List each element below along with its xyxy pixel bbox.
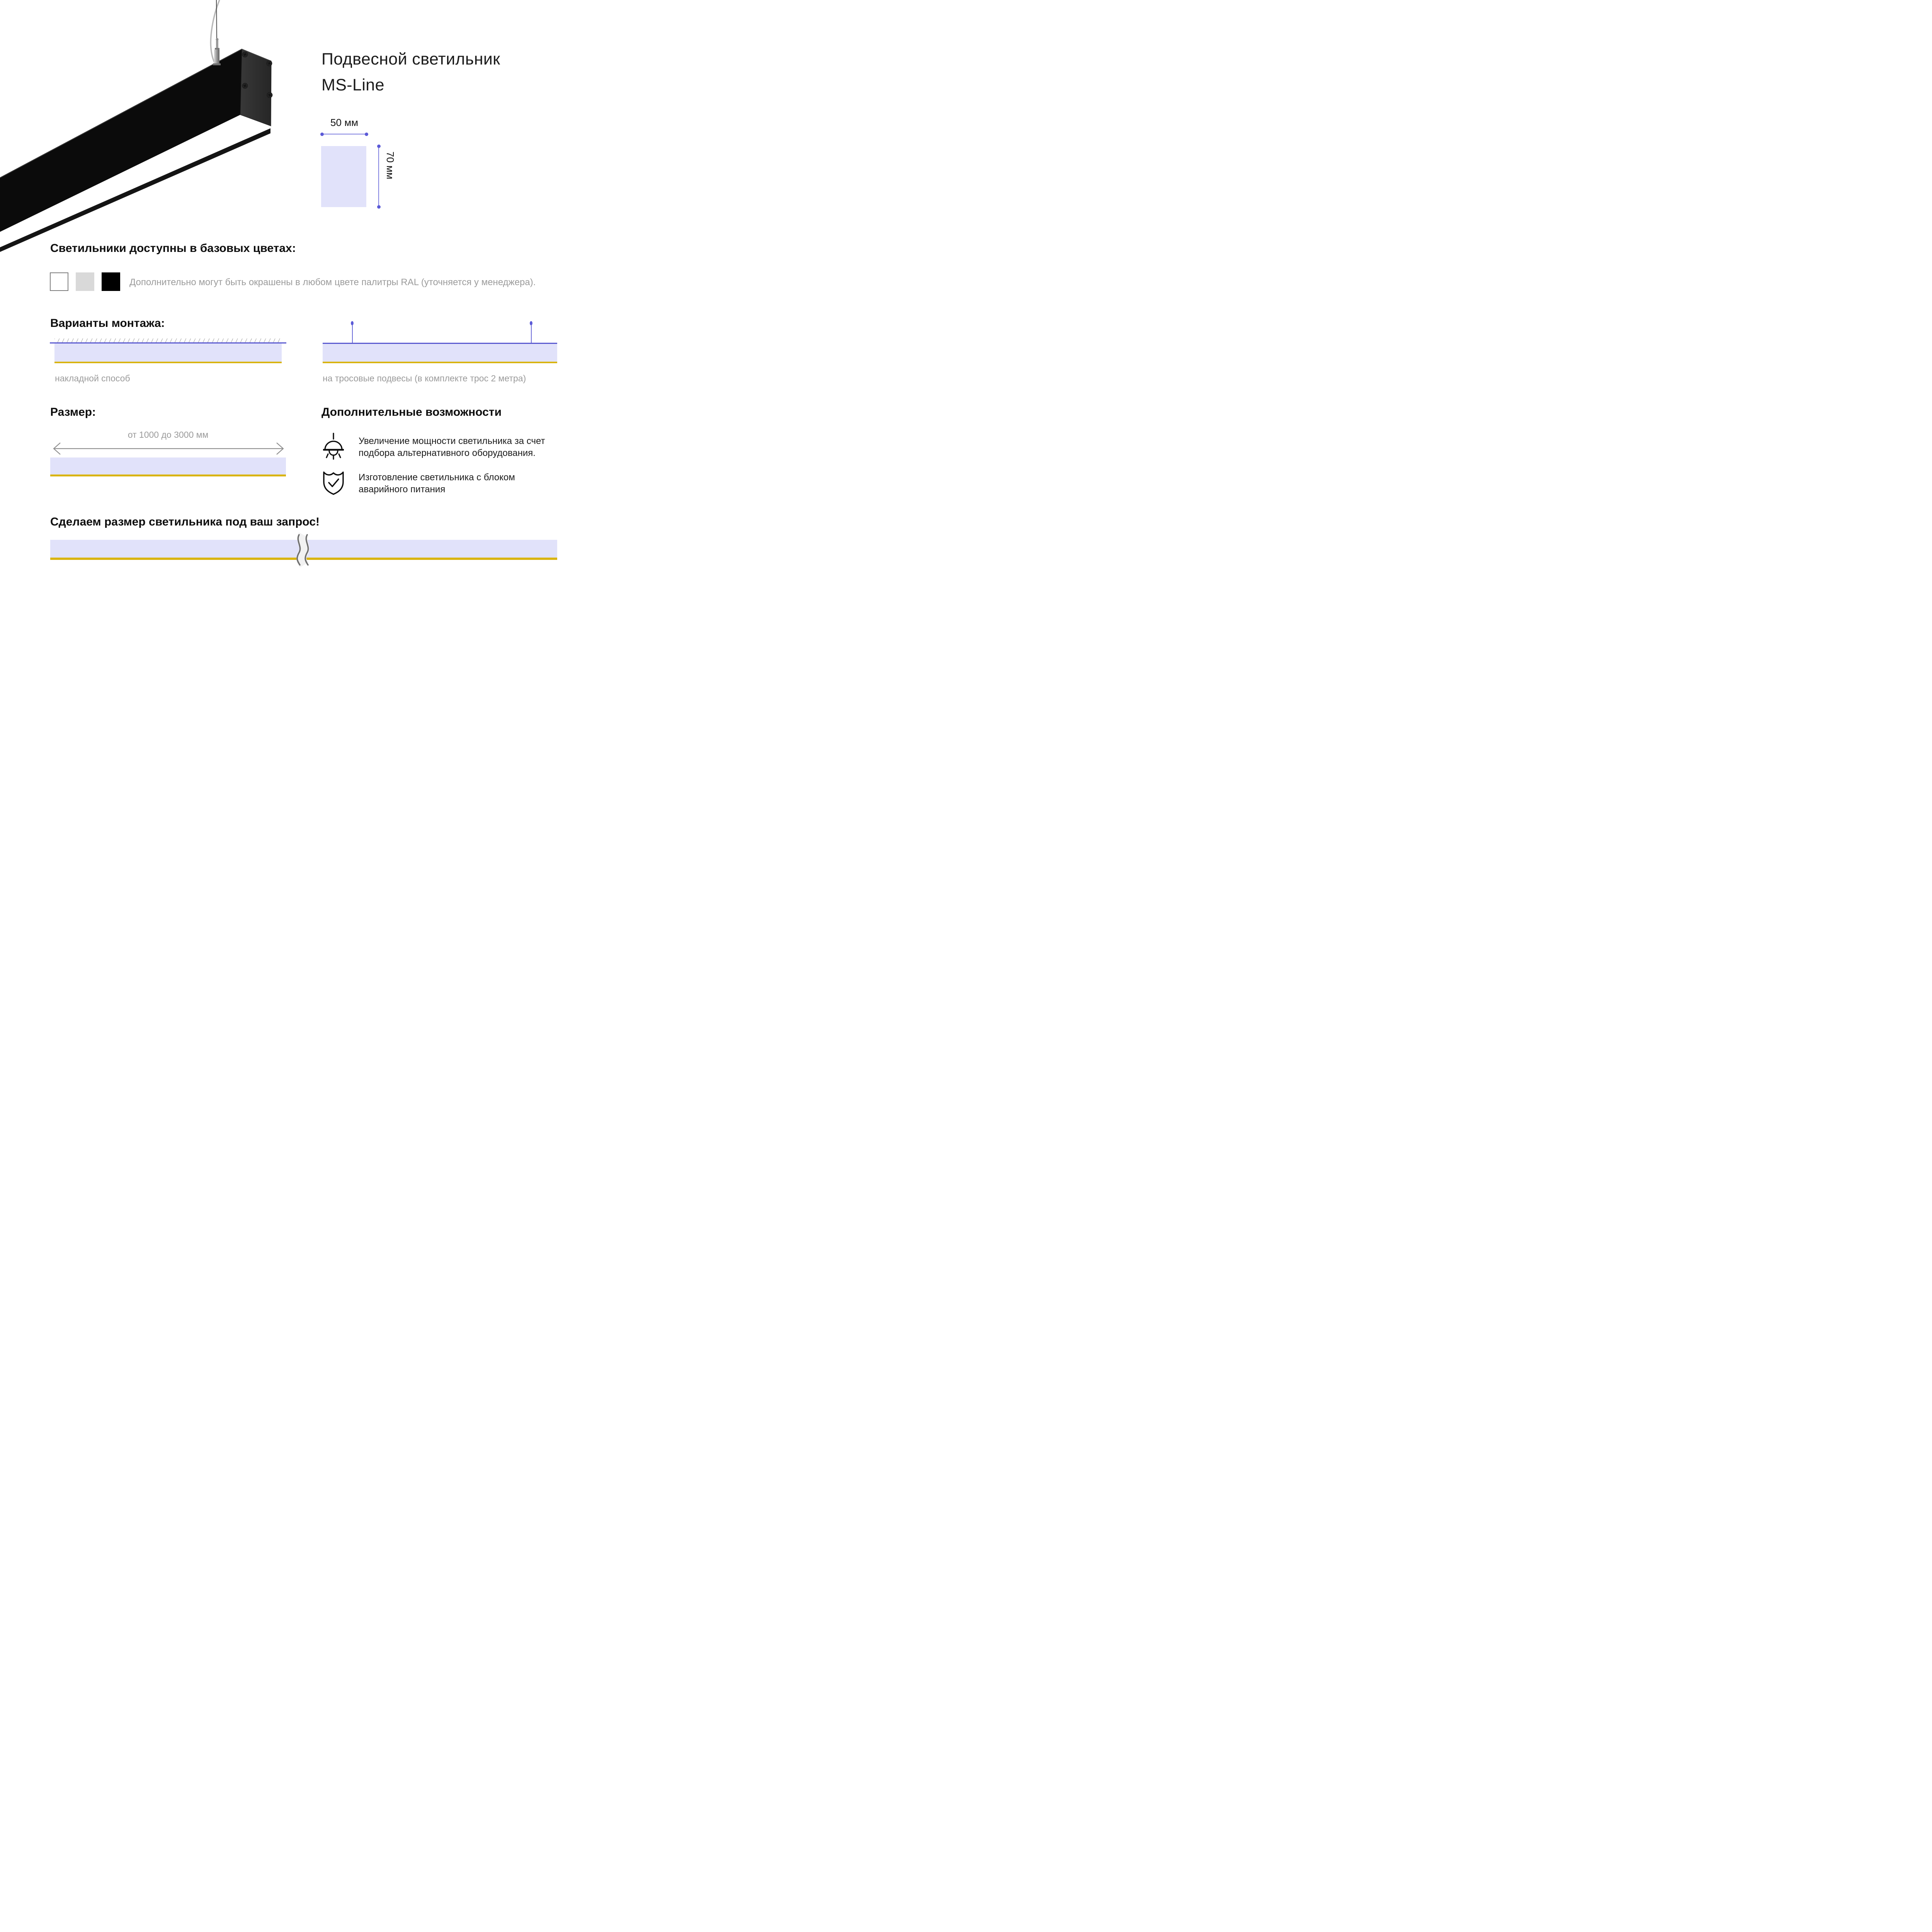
size-heading: Размер: [50, 406, 96, 418]
measure-dot [320, 133, 324, 136]
suspension-cable [352, 325, 353, 343]
color-swatch-white [50, 272, 68, 291]
colors-heading: Светильники доступны в базовых цветах: [50, 242, 296, 255]
custom-size-heading: Сделаем размер светильника под ваш запрос! [50, 515, 320, 528]
color-swatch-black [102, 272, 120, 291]
feature-text-power: Увеличение мощности светильника за счет подбора альтернативного оборудования. [359, 436, 545, 458]
measure-dot [377, 205, 381, 209]
suspension-cable [531, 325, 532, 343]
size-fixture-bar [50, 457, 286, 474]
cable-gripper [213, 38, 221, 66]
feature-text-emergency: Изготовление светильника с блоком аварийного питания [359, 472, 515, 495]
size-light-line [50, 474, 286, 476]
height-dimension-label: 70 мм [384, 151, 396, 179]
cable-wire [216, 0, 217, 41]
size-range-label: от 1000 до 3000 мм [128, 430, 209, 440]
shield-check-icon [323, 471, 344, 495]
color-swatches [50, 272, 120, 291]
measure-dot [377, 145, 381, 148]
size-range-arrow [49, 440, 288, 457]
features-heading: Дополнительные возможности [321, 406, 502, 418]
product-title-line1: Подвесной светильник [321, 50, 500, 68]
product-title-line2: MS-Line [321, 75, 384, 94]
suspension-anchor [351, 321, 354, 325]
product-infographic [0, 0, 606, 606]
length-break-symbol [289, 530, 318, 569]
height-measure-line [378, 146, 379, 207]
cable-mount-fixture [323, 344, 557, 362]
ral-note: Дополнительно могут быть окрашены в любом цвете палитры RAL (уточняется у менеджера). [129, 277, 536, 287]
product-render [0, 0, 294, 270]
cable-mount-light-line [323, 362, 557, 363]
surface-mount-caption: накладной способ [55, 373, 130, 383]
cable-mount-caption: на тросовые подвесы (в комплекте трос 2 метра) [323, 373, 526, 383]
surface-mount-fixture [54, 344, 282, 362]
suspension-anchor [530, 321, 532, 325]
product-title [321, 46, 500, 98]
measure-dot [365, 133, 368, 136]
width-dimension-label: 50 мм [330, 117, 358, 128]
profile-cross-section [321, 146, 366, 207]
surface-mount-light-line [54, 362, 282, 363]
color-swatch-gray [76, 272, 94, 291]
mounting-heading: Варианты монтажа: [50, 317, 165, 330]
pendant-lamp-icon [323, 433, 344, 460]
ceiling-hatch [54, 338, 282, 342]
